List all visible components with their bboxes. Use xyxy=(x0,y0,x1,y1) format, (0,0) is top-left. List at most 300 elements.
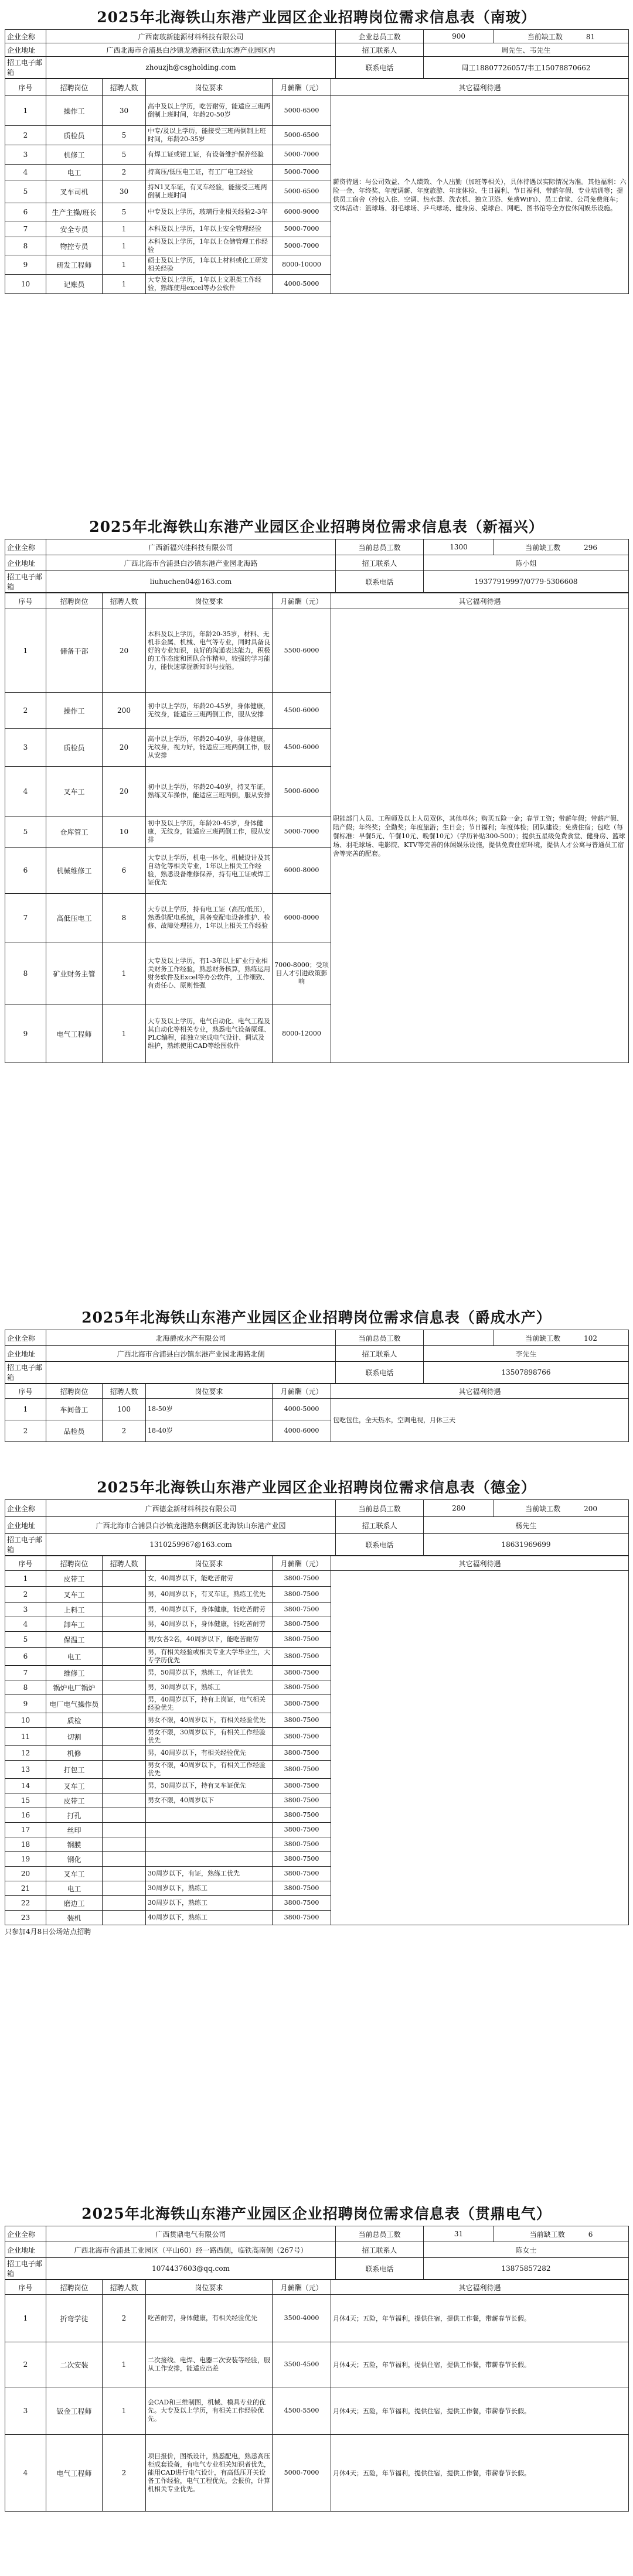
need-label: 当前缺工数 xyxy=(525,1504,561,1513)
job-title: 电工 xyxy=(46,165,103,180)
column-header: 其它福利待遇 xyxy=(331,79,629,96)
job-index: 17 xyxy=(5,1823,46,1837)
job-index: 3 xyxy=(5,729,46,767)
job-requirement: 大专及以上学历，电气自动化、电气工程及其自动化等相关专业，熟悉电气设备原理、PLC编程，能独立完成电气设计、调试及维护，熟练使用CAD等绘图软件 xyxy=(146,1005,273,1063)
job-index: 13 xyxy=(5,1761,46,1779)
job-title: 保温工 xyxy=(46,1632,103,1648)
column-header: 其它福利待遇 xyxy=(331,1556,629,1571)
job-salary: 3800-7500 xyxy=(273,1761,331,1779)
column-header: 序号 xyxy=(5,2280,46,2295)
job-requirement: 男，40周岁以下，身体健康，能吃苦耐劳 xyxy=(146,1617,273,1632)
need-count: 6 xyxy=(588,2230,593,2239)
job-row xyxy=(5,609,629,693)
job-salary: 3800-7500 xyxy=(273,1746,331,1761)
job-requirement: 男，40周岁以下，身体健康，能吃苦耐劳 xyxy=(146,1603,273,1617)
job-title: 矿业财务主管 xyxy=(46,942,103,1005)
column-header: 月薪酬（元） xyxy=(273,79,331,96)
job-requirement: 高中以上学历，年龄20-40岁，身体健康，无纹身，视力好，能适应三班两倒工作，服从安排 xyxy=(146,729,273,767)
job-headcount: 5 xyxy=(103,126,146,145)
column-header: 序号 xyxy=(5,1556,46,1571)
need-label: 当前缺工数 xyxy=(525,543,561,552)
job-index: 1 xyxy=(5,96,46,126)
job-index: 8 xyxy=(5,1680,46,1695)
welfare-text xyxy=(331,1571,629,1925)
section-title: 2025年北海铁山东港产业园区企业招聘岗位需求信息表（贯鼎电气） xyxy=(81,2205,552,2222)
job-headcount xyxy=(103,1867,146,1881)
job-salary: 3800-7500 xyxy=(273,1867,331,1881)
column-header: 招聘岗位 xyxy=(46,593,103,609)
job-index: 7 xyxy=(5,1666,46,1680)
contact-person: 陈小姐 xyxy=(424,555,629,571)
job-title: 装机 xyxy=(46,1911,103,1925)
job-salary: 3800-7500 xyxy=(273,1837,331,1852)
job-headcount xyxy=(103,1808,146,1823)
job-salary: 3800-7500 xyxy=(273,1695,331,1713)
job-salary: 5000-7000 xyxy=(273,237,331,255)
job-headcount xyxy=(103,1896,146,1911)
job-title: 电工 xyxy=(46,1648,103,1666)
job-salary: 3800-7500 xyxy=(273,1617,331,1632)
job-title: 磨边工 xyxy=(46,1896,103,1911)
staff-label: 企业总员工数 xyxy=(336,30,424,43)
job-title: 皮带工 xyxy=(46,1793,103,1808)
job-requirement: 大专及以上学历，有1-3年以上矿业行业相关财务工作经验，熟悉财务核算，熟练运用财务软件及Excel等办公软件，工作细致、有责任心、原则性强 xyxy=(146,942,273,1005)
jobs-table xyxy=(5,2280,629,2512)
contact-label: 招工联系人 xyxy=(336,1346,424,1362)
column-header: 岗位要求 xyxy=(146,1556,273,1571)
job-index: 6 xyxy=(5,203,46,221)
staff-count: 280 xyxy=(424,1500,494,1517)
jobs-table xyxy=(5,1556,629,1925)
job-title: 质检员 xyxy=(46,126,103,145)
job-title: 储备干部 xyxy=(46,609,103,693)
job-salary: 4000-5000 xyxy=(273,275,331,294)
phone-number: 18631969699 xyxy=(424,1534,629,1556)
info-row xyxy=(5,1534,629,1556)
email-label: 招工电子邮箱 xyxy=(5,571,46,593)
job-index: 9 xyxy=(5,1695,46,1713)
job-headcount: 200 xyxy=(103,693,146,729)
job-requirement: 初中及以上学历，年龄20-45岁，身体健康，无纹身，能适应三班两倒工作，服从安排 xyxy=(146,816,273,848)
email-label: 招工电子邮箱 xyxy=(5,2258,46,2280)
info-row xyxy=(5,2226,629,2242)
job-index: 2 xyxy=(5,126,46,145)
job-headcount xyxy=(103,1728,146,1746)
email-address: 1310259967@163.com xyxy=(46,1534,336,1556)
column-header: 月薪酬（元） xyxy=(273,1556,331,1571)
job-salary: 5000-7000 xyxy=(273,2435,331,2512)
job-requirement: 男，50周岁以下，熟练工，有证优先 xyxy=(146,1666,273,1680)
info-row xyxy=(5,1346,629,1362)
column-header: 序号 xyxy=(5,1384,46,1399)
info-row xyxy=(5,1500,629,1517)
phone-label: 联系电话 xyxy=(336,571,424,593)
job-salary: 4500-6000 xyxy=(273,729,331,767)
job-title: 二次安装 xyxy=(46,2342,103,2387)
job-title: 叉车工 xyxy=(46,1867,103,1881)
job-index: 12 xyxy=(5,1746,46,1761)
job-salary: 5000-6000 xyxy=(273,767,331,816)
job-salary: 3800-7500 xyxy=(273,1666,331,1680)
job-row xyxy=(5,1571,629,1587)
contact-person: 周先生、韦先生 xyxy=(424,43,629,57)
contact-person: 杨先生 xyxy=(424,1517,629,1534)
job-salary: 6000-8000 xyxy=(273,848,331,894)
job-headcount: 1 xyxy=(103,275,146,294)
job-headcount: 1 xyxy=(103,1005,146,1063)
job-headcount xyxy=(103,1761,146,1779)
job-requirement: 会CAD和三维制图，机械、模具专业的优先。大专及以上学历，有相关工作经验优先。 xyxy=(146,2387,273,2435)
column-header: 序号 xyxy=(5,79,46,96)
job-index: 21 xyxy=(5,1881,46,1896)
need-count: 296 xyxy=(584,543,597,552)
jobs-table xyxy=(5,593,629,1063)
column-header: 月薪酬（元） xyxy=(273,1384,331,1399)
job-requirement: 男，40周岁以下，有相关经验优先 xyxy=(146,1746,273,1761)
staff-label: 当前总员工数 xyxy=(336,1500,424,1517)
column-header: 招聘岗位 xyxy=(46,79,103,96)
column-header: 岗位要求 xyxy=(146,1384,273,1399)
info-row xyxy=(5,1517,629,1534)
job-salary: 3800-7500 xyxy=(273,1881,331,1896)
job-title: 锅炉电厂锅炉 xyxy=(46,1680,103,1695)
info-row xyxy=(5,30,629,43)
job-welfare: 月休4天；五险，年节福利，提供住宿，提供工作餐，带薪春节长假。 xyxy=(331,2387,629,2435)
job-requirement: 本科及以上学历，1年以上安全管理经验 xyxy=(146,221,273,237)
staff-label: 当前总员工数 xyxy=(336,2226,424,2242)
job-headcount xyxy=(103,1852,146,1867)
job-title: 皮带工 xyxy=(46,1571,103,1587)
staff-label: 当前总员工数 xyxy=(336,539,424,555)
staff-count: 31 xyxy=(424,2226,494,2242)
job-index: 1 xyxy=(5,609,46,693)
job-salary: 3800-7500 xyxy=(273,1728,331,1746)
job-title: 电气工程师 xyxy=(46,1005,103,1063)
job-title: 电厂电气操作员 xyxy=(46,1695,103,1713)
company-label: 企业全称 xyxy=(5,1500,46,1517)
phone-label: 联系电话 xyxy=(336,1362,424,1383)
job-index: 14 xyxy=(5,1779,46,1793)
job-headcount: 10 xyxy=(103,816,146,848)
info-table xyxy=(5,29,629,78)
need-count: 102 xyxy=(584,1334,597,1342)
job-salary: 4000-6000 xyxy=(273,1420,331,1442)
info-row xyxy=(5,57,629,78)
staff-label: 当前总员工数 xyxy=(336,1330,424,1346)
job-index: 20 xyxy=(5,1867,46,1881)
job-salary: 5500-6000 xyxy=(273,609,331,693)
job-salary: 5000-6500 xyxy=(273,126,331,145)
job-requirement: 男，30周岁以下，熟练工 xyxy=(146,1680,273,1695)
contact-label: 招工联系人 xyxy=(336,2242,424,2258)
job-index: 22 xyxy=(5,1896,46,1911)
recruitment-section xyxy=(5,1306,628,1442)
job-title: 卸车工 xyxy=(46,1617,103,1632)
job-requirement: 中专及以上学历，玻璃行业相关经验2-3年 xyxy=(146,203,273,221)
job-salary: 7000-8000；受项目人才引进政策影响 xyxy=(273,942,331,1005)
welfare-text: 薪资待遇：与公司效益、个人绩效、个人出勤（加班等相关），具体待遇以实际情况为准。其他福利：六险一金、年终奖、年度调薪、年度旅游、年度体检、生日福利、节日福利、带薪年假、专业培训等；提供员工宿舍（拎包入住、空调、热水器、洗衣机、独立卫浴、免费WiFi）、员工食堂、公司免费班车；文体活动：篮球场、羽毛球场、乒乓球场、健身房、桌球台、网吧、图书馆等全方位休闲娱乐设施。 xyxy=(331,96,629,294)
job-title: 质检员 xyxy=(46,729,103,767)
job-index: 4 xyxy=(5,165,46,180)
need-cell xyxy=(494,30,629,43)
job-requirement xyxy=(146,1852,273,1867)
job-index: 4 xyxy=(5,1617,46,1632)
job-index: 8 xyxy=(5,942,46,1005)
job-requirement: 项目报价，图纸设计，熟悉配电，熟悉高压柜成套设备，有电气专业相关知识者优先，能用CAD进行电气设计，有高低压开关设备工作经验，电气工程优先，会报价，计算机相关专业优先。 xyxy=(146,2435,273,2512)
job-title: 仓库管工 xyxy=(46,816,103,848)
column-header: 其它福利待遇 xyxy=(331,593,629,609)
company-address: 广西北海市合浦县白沙镇龙港新区铁山东港产业园区内 xyxy=(46,43,336,57)
job-index: 3 xyxy=(5,1603,46,1617)
column-header: 招聘人数 xyxy=(103,79,146,96)
email-address xyxy=(46,1362,336,1383)
job-headcount: 20 xyxy=(103,767,146,816)
info-row xyxy=(5,2242,629,2258)
jobs-header-row xyxy=(5,79,629,96)
company-name: 广西贯鼎电气有限公司 xyxy=(46,2226,336,2242)
job-salary: 4000-5000 xyxy=(273,1399,331,1420)
job-requirement: 男/女各2名，40周岁以下，能吃苦耐劳 xyxy=(146,1632,273,1648)
phone-label: 联系电话 xyxy=(336,1534,424,1556)
job-headcount: 2 xyxy=(103,1420,146,1442)
job-requirement: 40周岁以下，熟练工 xyxy=(146,1911,273,1925)
job-title: 机械维修工 xyxy=(46,848,103,894)
job-headcount: 30 xyxy=(103,180,146,203)
job-salary: 3500-4500 xyxy=(273,2342,331,2387)
column-header: 其它福利待遇 xyxy=(331,2280,629,2295)
job-index: 2 xyxy=(5,1587,46,1603)
job-title: 上料工 xyxy=(46,1603,103,1617)
job-index: 7 xyxy=(5,221,46,237)
job-headcount: 5 xyxy=(103,203,146,221)
jobs-header-row xyxy=(5,1556,629,1571)
job-title: 物控专员 xyxy=(46,237,103,255)
email-address: 1074437603@qq.com xyxy=(46,2258,336,2280)
recruitment-section xyxy=(5,1476,628,1938)
job-requirement: 持N1叉车证，有叉车经验，能接受三班两倒制上班时间 xyxy=(146,180,273,203)
job-headcount: 20 xyxy=(103,729,146,767)
job-headcount: 1 xyxy=(103,237,146,255)
column-header: 招聘岗位 xyxy=(46,2280,103,2295)
job-requirement: 持高压/低压电工证，有工厂电工经验 xyxy=(146,165,273,180)
info-row xyxy=(5,571,629,593)
job-headcount: 20 xyxy=(103,609,146,693)
company-name: 广西南玻新能源材料科技有限公司 xyxy=(46,30,336,43)
job-index: 15 xyxy=(5,1793,46,1808)
job-title: 钣金工程师 xyxy=(46,2387,103,2435)
column-header: 月薪酬（元） xyxy=(273,2280,331,2295)
job-title: 叉车司机 xyxy=(46,180,103,203)
recruitment-section xyxy=(5,2202,628,2512)
job-salary: 3800-7500 xyxy=(273,1793,331,1808)
email-label: 招工电子邮箱 xyxy=(5,57,46,78)
job-title: 机修 xyxy=(46,1746,103,1761)
job-index: 10 xyxy=(5,275,46,294)
job-salary: 5000-7000 xyxy=(273,145,331,165)
column-header: 岗位要求 xyxy=(146,2280,273,2295)
job-salary: 3800-7500 xyxy=(273,1680,331,1695)
job-requirement xyxy=(146,1808,273,1823)
job-headcount: 2 xyxy=(103,2295,146,2342)
job-salary: 3800-7500 xyxy=(273,1896,331,1911)
job-salary: 3800-7500 xyxy=(273,1648,331,1666)
job-salary: 5000-7000 xyxy=(273,165,331,180)
contact-label: 招工联系人 xyxy=(336,43,424,57)
job-requirement: 30周岁以下，熟练工 xyxy=(146,1896,273,1911)
job-index: 5 xyxy=(5,1632,46,1648)
need-cell xyxy=(494,539,629,555)
recruitment-section xyxy=(5,6,628,294)
company-name: 广西新福兴硅科技有限公司 xyxy=(46,539,336,555)
job-salary: 8000-12000 xyxy=(273,1005,331,1063)
need-cell xyxy=(494,1330,629,1346)
job-title: 丝印 xyxy=(46,1823,103,1837)
contact-label: 招工联系人 xyxy=(336,555,424,571)
job-salary: 3800-7500 xyxy=(273,1808,331,1823)
company-label: 企业全称 xyxy=(5,30,46,43)
job-salary: 3800-7500 xyxy=(273,1632,331,1648)
job-index: 2 xyxy=(5,693,46,729)
phone-number: 13875857282 xyxy=(424,2258,629,2280)
company-label: 企业全称 xyxy=(5,2226,46,2242)
job-title: 记账员 xyxy=(46,275,103,294)
info-table xyxy=(5,539,629,593)
info-row xyxy=(5,1362,629,1383)
info-table xyxy=(5,1499,629,1556)
column-header: 招聘人数 xyxy=(103,1556,146,1571)
need-label: 当前缺工数 xyxy=(525,1334,561,1342)
email-label: 招工电子邮箱 xyxy=(5,1362,46,1383)
job-requirement: 有焊工证或钳工证，有设备维护保养经验 xyxy=(146,145,273,165)
job-index: 11 xyxy=(5,1728,46,1746)
job-title: 品检员 xyxy=(46,1420,103,1442)
email-address: liuhuchen04@163.com xyxy=(46,571,336,593)
job-index: 3 xyxy=(5,145,46,165)
job-title: 电气工程师 xyxy=(46,2435,103,2512)
column-header: 招聘人数 xyxy=(103,593,146,609)
job-salary: 4500-6000 xyxy=(273,693,331,729)
phone-label: 联系电话 xyxy=(336,57,424,78)
jobs-header-row xyxy=(5,593,629,609)
company-address: 广西北海市合浦县白沙镇东港产业园北海路 xyxy=(46,555,336,571)
section-title: 2025年北海铁山东港产业园区企业招聘岗位需求信息表（南玻） xyxy=(97,9,536,26)
job-headcount: 5 xyxy=(103,145,146,165)
job-title: 车间普工 xyxy=(46,1399,103,1420)
job-requirement: 男，40周岁以下，有叉车证，熟练工优先 xyxy=(146,1587,273,1603)
job-welfare: 月休4天；五险，年节福利，提供住宿，提供工作餐，带薪春节长假。 xyxy=(331,2435,629,2512)
job-requirement: 吃苦耐劳，身体健康，有相关经验优先 xyxy=(146,2295,273,2342)
staff-count: 1300 xyxy=(424,539,494,555)
column-header: 其它福利待遇 xyxy=(331,1384,629,1399)
job-salary: 8000-10000 xyxy=(273,255,331,275)
job-headcount: 2 xyxy=(103,2435,146,2512)
job-salary: 6000-9000 xyxy=(273,203,331,221)
info-table xyxy=(5,2226,629,2280)
job-index: 1 xyxy=(5,2295,46,2342)
job-title: 打孔 xyxy=(46,1808,103,1823)
job-headcount: 2 xyxy=(103,165,146,180)
need-count: 81 xyxy=(586,32,595,41)
job-salary: 3500-4000 xyxy=(273,2295,331,2342)
job-requirement: 男，50周岁以下，持有叉车证优先 xyxy=(146,1779,273,1793)
job-salary: 5000-6500 xyxy=(273,96,331,126)
job-index: 3 xyxy=(5,2387,46,2435)
job-index: 16 xyxy=(5,1808,46,1823)
job-salary: 5000-7000 xyxy=(273,221,331,237)
job-headcount: 1 xyxy=(103,2342,146,2387)
job-index: 1 xyxy=(5,1399,46,1420)
need-label: 当前缺工数 xyxy=(529,2230,565,2239)
phone-number: 13507898766 xyxy=(424,1362,629,1383)
phone-number: 周工18807726057/韦工15078870662 xyxy=(424,57,629,78)
job-requirement: 男女不限，40周岁以下，有相关经验优先 xyxy=(146,1713,273,1728)
job-title: 电工 xyxy=(46,1881,103,1896)
job-requirement: 男女不限，30周岁以下，有相关工作经验优先 xyxy=(146,1728,273,1746)
job-headcount xyxy=(103,1881,146,1896)
job-index: 10 xyxy=(5,1713,46,1728)
job-headcount xyxy=(103,1632,146,1648)
job-index: 19 xyxy=(5,1852,46,1867)
job-index: 5 xyxy=(5,816,46,848)
company-address: 广西北海市合浦县工业园区（平山60）经一路西侧，临铁高南侧（267号） xyxy=(46,2242,336,2258)
info-row xyxy=(5,539,629,555)
job-headcount xyxy=(103,1648,146,1666)
job-row xyxy=(5,96,629,126)
recruitment-section xyxy=(5,515,628,1063)
job-headcount xyxy=(103,1713,146,1728)
job-headcount: 1 xyxy=(103,2387,146,2435)
need-cell xyxy=(494,2226,629,2242)
job-welfare: 月休4天；五险，年节福利，提供住宿，提供工作餐，带薪春节长假。 xyxy=(331,2295,629,2342)
email-label: 招工电子邮箱 xyxy=(5,1534,46,1556)
job-requirement xyxy=(146,1837,273,1852)
job-welfare: 月休4天；五险，年节福利，提供住宿，提供工作餐，带薪春节长假。 xyxy=(331,2342,629,2387)
need-label: 当前缺工数 xyxy=(527,32,563,41)
info-row xyxy=(5,555,629,571)
staff-count xyxy=(424,1330,494,1346)
job-title: 打包工 xyxy=(46,1761,103,1779)
job-headcount: 1 xyxy=(103,221,146,237)
contact-person: 陈女士 xyxy=(424,2242,629,2258)
job-index: 5 xyxy=(5,180,46,203)
job-title: 钢膜 xyxy=(46,1837,103,1852)
address-label: 企业地址 xyxy=(5,555,46,571)
address-label: 企业地址 xyxy=(5,1517,46,1534)
job-headcount xyxy=(103,1779,146,1793)
job-row xyxy=(5,2387,629,2435)
info-row xyxy=(5,43,629,57)
job-index: 6 xyxy=(5,1648,46,1666)
info-row xyxy=(5,2258,629,2280)
job-headcount: 100 xyxy=(103,1399,146,1420)
company-name: 北海爵成水产有限公司 xyxy=(46,1330,336,1346)
job-title: 质检 xyxy=(46,1713,103,1728)
job-requirement: 大专以上学历，机电一体化、机械设计及其自动化等相关专业，1年以上相关工作经验，熟悉设备维修保养，持有电工证或焊工证优先 xyxy=(146,848,273,894)
job-requirement: 二次接线、电焊、电器二次安装等经验，服从工作安排，能适应出差 xyxy=(146,2342,273,2387)
job-requirement: 男，40周岁以下，持有上岗证，电气相关经验优先 xyxy=(146,1695,273,1713)
column-header: 招聘岗位 xyxy=(46,1556,103,1571)
welfare-text: 职能部门人员、工程师及以上人员双休，其他单休；购买五险一金；春节工资；带薪年假；带薪产假、陪产假；年终奖；全勤奖；年度旅游；生日会；节日福利；年度体检；团队建设；免费住宿；包吃（每餐标准：早餐5元、午餐10元、晚餐10元）（学历补贴300-500）；提供五星级免费食堂、健身房、篮球场、羽毛球场、电影院、KTV等完善的休闲娱乐设施，提供免费住宿环境，提供人才公寓与普通员工宿舍等完善的配套。 xyxy=(331,609,629,1063)
section-title: 2025年北海铁山东港产业园区企业招聘岗位需求信息表（新福兴） xyxy=(89,518,544,535)
staff-count: 900 xyxy=(424,30,494,43)
contact-label: 招工联系人 xyxy=(336,1517,424,1534)
job-salary: 5000-6500 xyxy=(273,180,331,203)
job-title: 操作工 xyxy=(46,96,103,126)
job-title: 叉车工 xyxy=(46,1779,103,1793)
job-row xyxy=(5,2295,629,2342)
company-address: 广西北海市合浦县白沙镇龙港路东侧新区北海铁山东港产业园 xyxy=(46,1517,336,1534)
contact-person: 李先生 xyxy=(424,1346,629,1362)
